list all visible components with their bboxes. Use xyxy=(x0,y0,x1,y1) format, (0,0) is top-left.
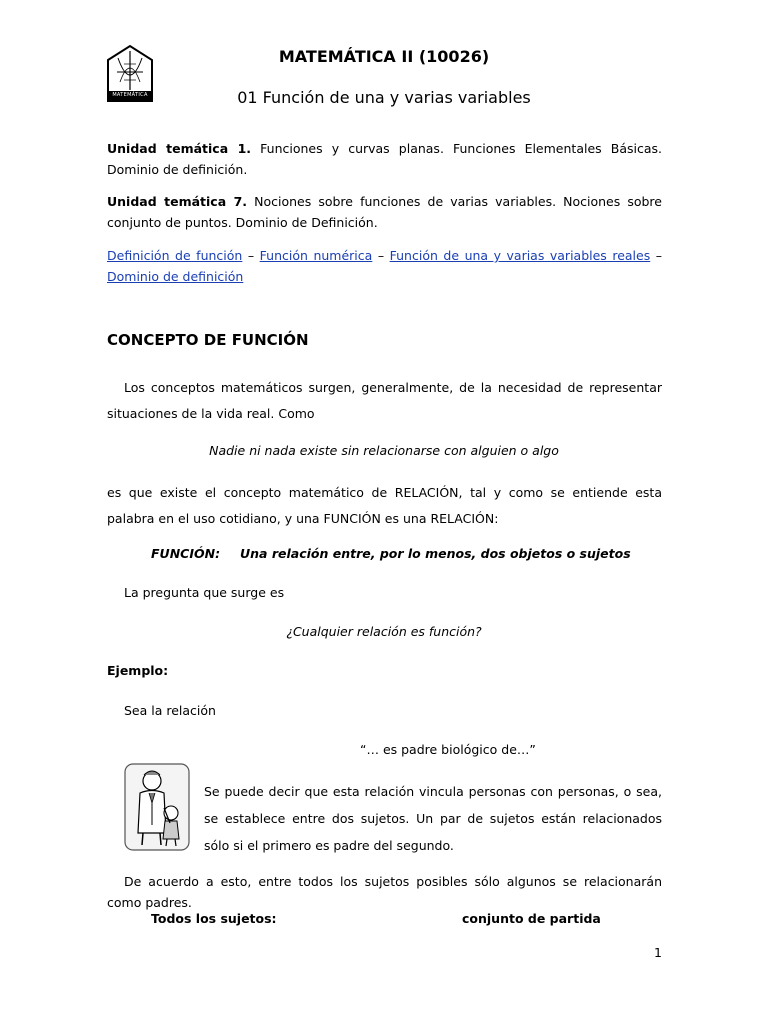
relation-quote: “… es padre biológico de…” xyxy=(360,742,536,757)
unit-1-label: Unidad temática 1. xyxy=(107,141,252,156)
document-title: MATEMÁTICA II (10026) xyxy=(278,47,490,66)
link-dominio-definicion[interactable]: Dominio de definición xyxy=(107,269,244,284)
unit-1-text: Funciones y curvas planas. Funciones Elementales Básicas. Dominio de definición. xyxy=(107,141,662,177)
section-heading: CONCEPTO DE FUNCIÓN xyxy=(107,331,309,349)
todos-label: Todos los sujetos: xyxy=(151,911,277,926)
unit-7-label: Unidad temática 7. xyxy=(107,194,248,209)
document-subtitle: 01 Función de una y varias variables xyxy=(237,88,531,107)
logo-label: MATEMÁTICA xyxy=(112,92,148,98)
link-funcion-numerica[interactable]: Función numérica xyxy=(259,248,373,263)
sea-la-relacion: Sea la relación xyxy=(124,703,216,718)
link-definicion-funcion[interactable]: Definición de función xyxy=(107,248,243,263)
acuerdo-paragraph: De acuerdo a esto, entre todos los sujetos posibles sólo algunos se relacionarán como padres. xyxy=(107,874,662,910)
intro-paragraph: Los conceptos matemáticos surgen, generalmente, de la necesidad de representar situaciones de la vida real. Como xyxy=(107,380,662,421)
example-label: Ejemplo: xyxy=(107,663,169,678)
unit-1-paragraph xyxy=(107,138,662,180)
definition-text: Una relación entre, por lo menos, dos objetos o sujetos xyxy=(240,546,631,561)
father-son-illustration xyxy=(124,763,190,851)
question-intro: La pregunta que surge es xyxy=(124,585,285,600)
link-separator: – xyxy=(242,248,260,263)
unit-7-text: Nociones sobre funciones de varias variables. Nociones sobre conjunto de puntos. Dominio de Definición. xyxy=(107,194,662,230)
question-text: ¿Cualquier relación es función? xyxy=(286,624,482,639)
page-number: 1 xyxy=(654,945,662,960)
definition-term: FUNCIÓN: xyxy=(151,546,221,561)
unit-7-paragraph xyxy=(107,191,662,233)
link-separator: – xyxy=(372,248,390,263)
illustration-caption-paragraph: Se puede decir que esta relación vincula personas con personas, o sea, se establece entre dos sujetos. Un par de sujetos están relacionados sólo si el primero es padre del segundo. xyxy=(204,784,662,853)
topic-links xyxy=(107,245,662,287)
relation-paragraph: es que existe el concepto matemático de RELACIÓN, tal y como se entiende esta palabra en el uso cotidiano, y una FUNCIÓN es una RELACIÓN: xyxy=(107,485,662,526)
link-funcion-variables[interactable]: Función de una y varias variables reales xyxy=(389,248,651,263)
todos-value: conjunto de partida xyxy=(462,911,601,926)
link-separator: – xyxy=(650,248,663,263)
quote-nadie: Nadie ni nada existe sin relacionarse con alguien o algo xyxy=(209,443,559,458)
